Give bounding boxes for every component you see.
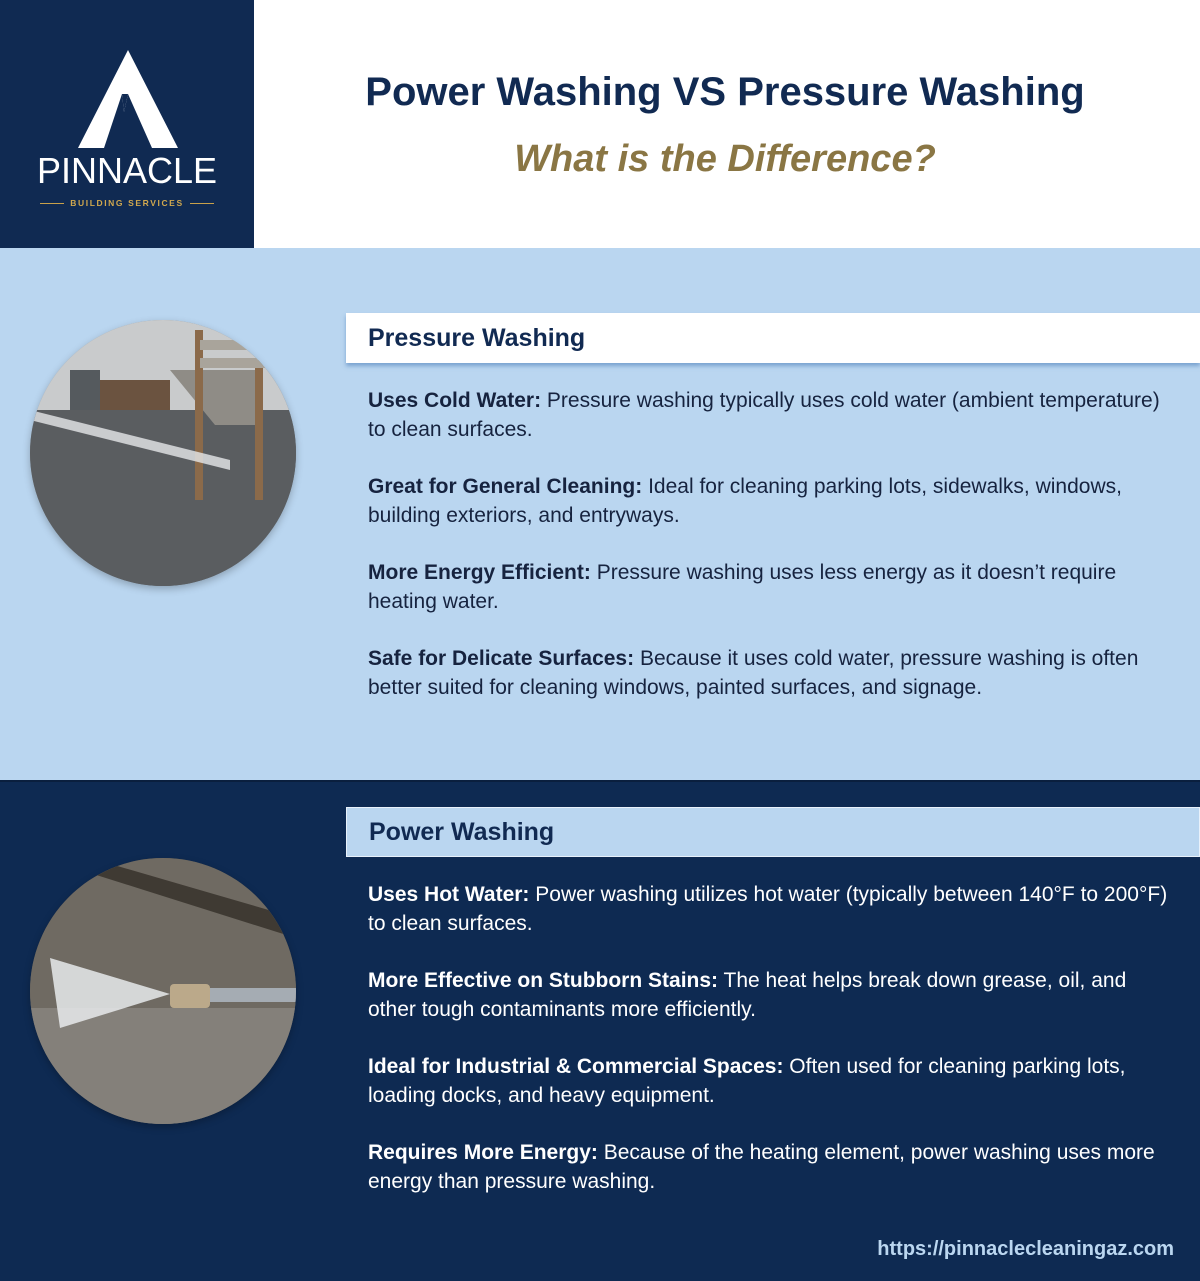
list-item xyxy=(368,1138,1168,1196)
pressure-washing-list xyxy=(368,386,1168,730)
item-text: Power washing utilizes hot water (typically between 140°F to 200°F) to clean surfaces. xyxy=(368,883,1168,935)
logo xyxy=(0,0,254,248)
logo-tagline xyxy=(0,198,254,208)
list-item xyxy=(368,472,1168,530)
mountain-peak-icon xyxy=(78,50,178,148)
item-text: Because of the heating element, power washing uses more energy than pressure washing. xyxy=(368,1141,1155,1193)
item-text: Ideal for cleaning parking lots, sidewalks, windows, building exteriors, and entryways. xyxy=(368,475,1122,527)
pressure-washing-photo xyxy=(30,320,296,586)
logo-tagline-text: BUILDING SERVICES xyxy=(70,198,184,208)
website-url[interactable]: https://pinnaclecleaningaz.com xyxy=(877,1238,1174,1260)
list-item xyxy=(368,880,1168,938)
pressure-washing-heading: Pressure Washing xyxy=(346,313,1200,363)
item-label: Ideal for Industrial & Commercial Spaces: xyxy=(368,1055,784,1078)
logo-name: PINNACLE xyxy=(36,150,218,191)
item-label: Requires More Energy: xyxy=(368,1141,598,1164)
item-label: More Effective on Stubborn Stains: xyxy=(368,969,719,992)
item-text: Because it uses cold water, pressure washing is often better suited for cleaning windows, painted surfaces, and signage. xyxy=(368,647,1139,699)
power-washing-list xyxy=(368,880,1168,1224)
list-item xyxy=(368,558,1168,616)
item-text: Pressure washing uses less energy as it doesn’t require heating water. xyxy=(368,561,1117,613)
list-item xyxy=(368,644,1168,702)
header xyxy=(0,0,1200,248)
divider xyxy=(190,203,214,204)
power-washing-photo xyxy=(30,858,296,1124)
item-text: Often used for cleaning parking lots, loading docks, and heavy equipment. xyxy=(368,1055,1126,1107)
page-subtitle: What is the Difference? xyxy=(514,138,936,180)
item-label: More Energy Efficient: xyxy=(368,561,591,584)
power-washing-heading: Power Washing xyxy=(346,807,1200,857)
divider xyxy=(40,203,64,204)
list-item xyxy=(368,1052,1168,1110)
list-item xyxy=(368,966,1168,1024)
item-label: Uses Hot Water: xyxy=(368,883,530,906)
list-item xyxy=(368,386,1168,444)
item-label: Great for General Cleaning: xyxy=(368,475,643,498)
item-text: Pressure washing typically uses cold water (ambient temperature) to clean surfaces. xyxy=(368,389,1160,441)
item-label: Safe for Delicate Surfaces: xyxy=(368,647,635,670)
item-text: The heat helps break down grease, oil, and other tough contaminants more efficiently. xyxy=(368,969,1127,1021)
bench-spray-illustration xyxy=(30,320,296,586)
item-label: Uses Cold Water: xyxy=(368,389,542,412)
nozzle-spray-illustration xyxy=(30,858,296,1124)
page-title: Power Washing VS Pressure Washing xyxy=(365,70,1085,114)
